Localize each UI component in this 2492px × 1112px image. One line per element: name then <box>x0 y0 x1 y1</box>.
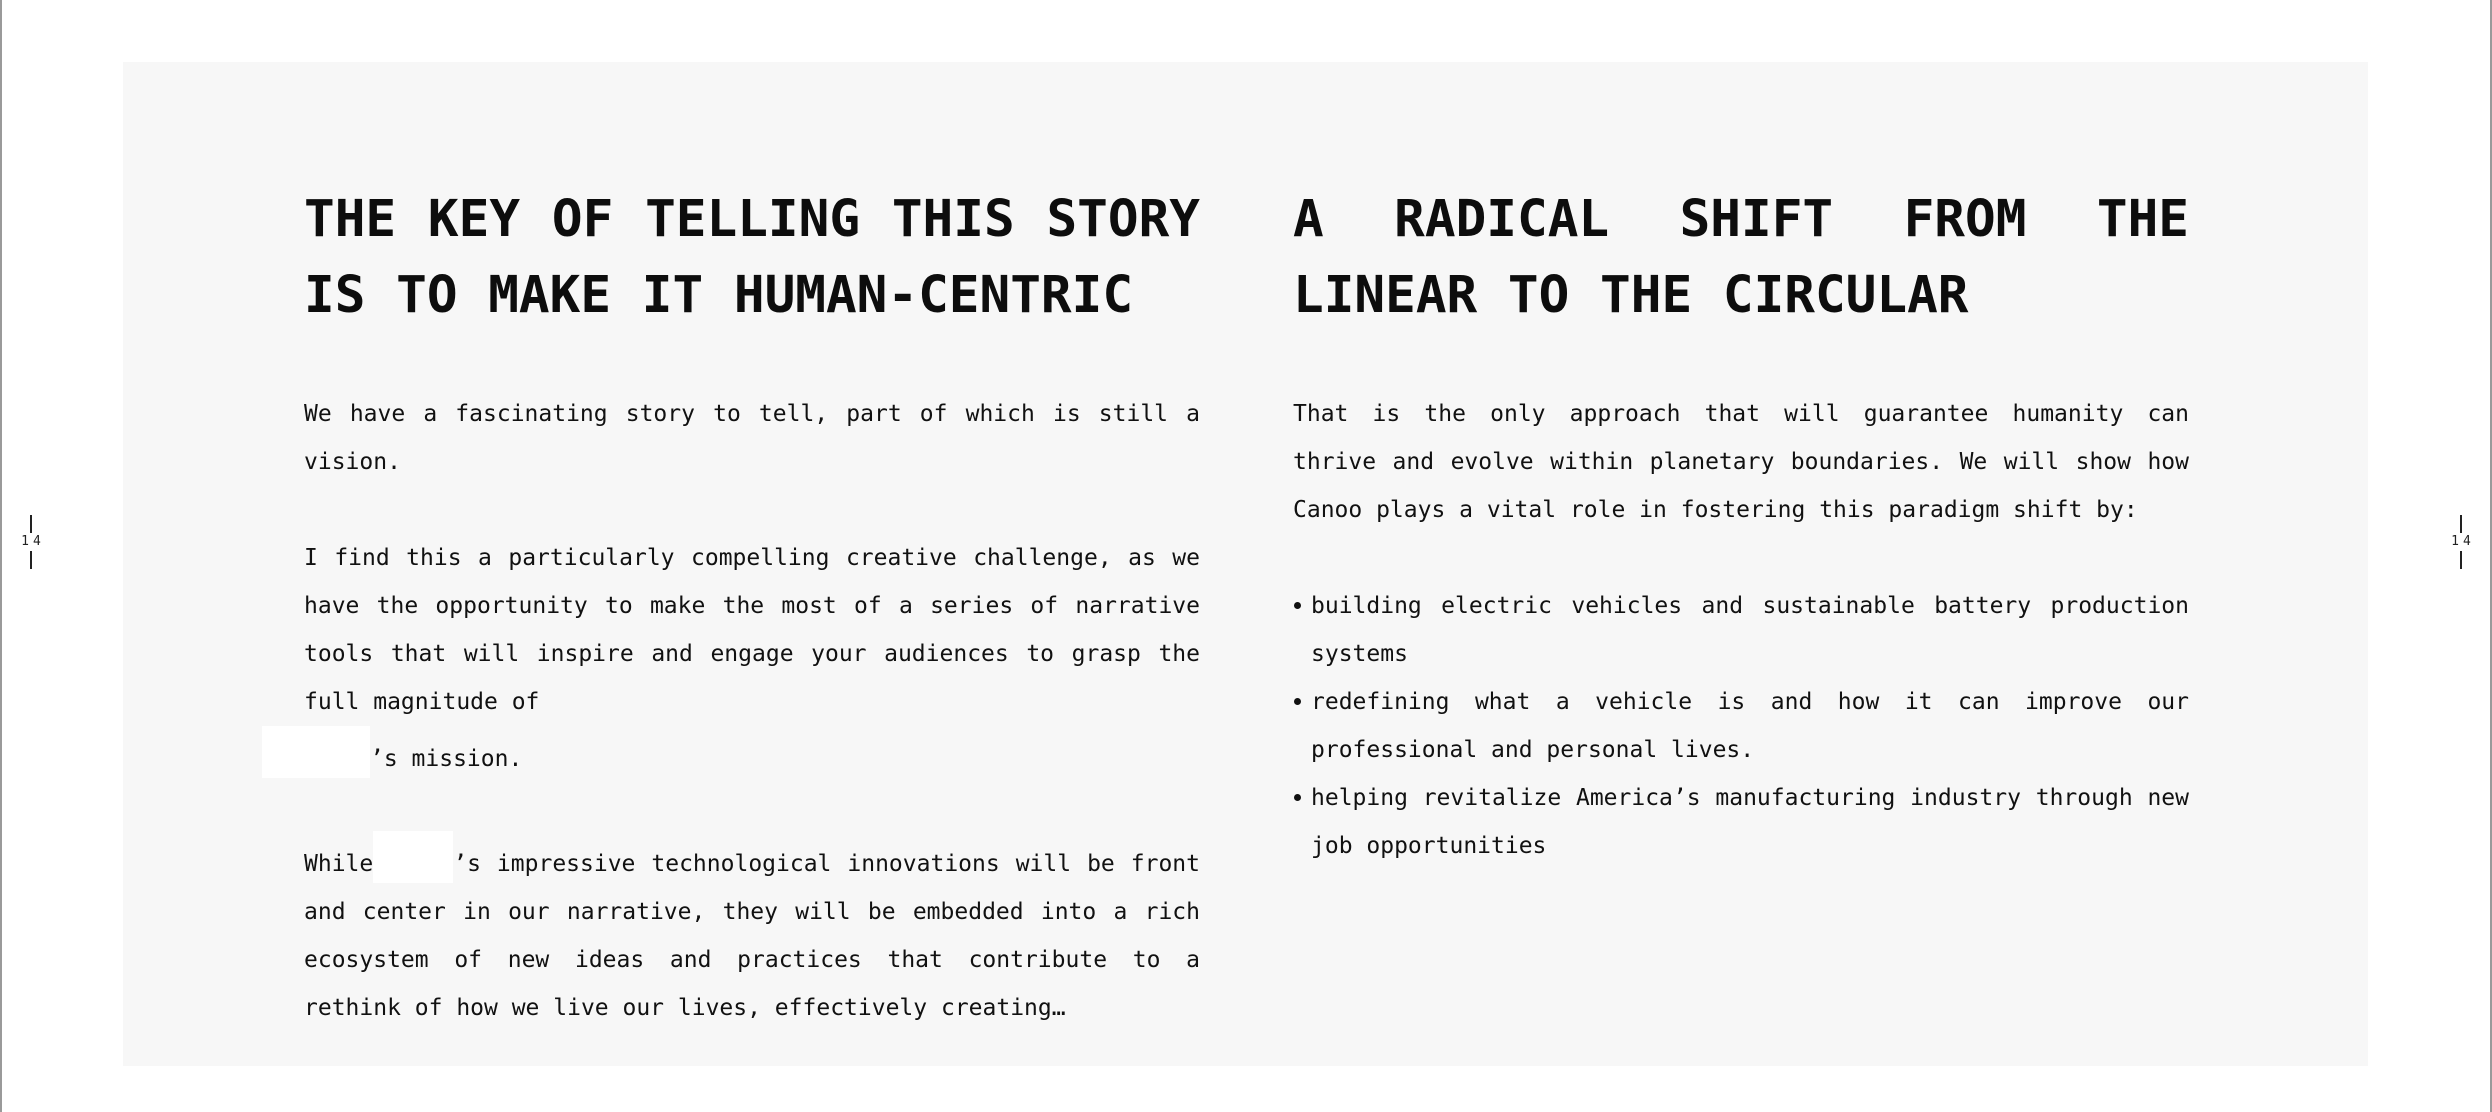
list-item <box>1293 774 2189 870</box>
page-number-label: 14 <box>2451 534 2475 549</box>
paragraph-text: ’s impressive technological innovations will be front and center in our narrative, they will be embedded into a rich ecosystem of new ideas and practices that contribute to a rethink of how we live our lives, effectively creating… <box>304 851 1200 1021</box>
right-body <box>1293 390 2189 870</box>
left-column <box>304 182 1200 1080</box>
page-number-label: 14 <box>21 534 45 549</box>
paragraph-approach: That is the only approach that will guarantee humanity can thrive and evolve within planetary boundaries. We will show how Canoo plays a vital role in fostering this paradigm shift by: <box>1293 401 2189 523</box>
page-marker-tick <box>30 551 32 569</box>
paragraph-text: ’s mission. <box>370 746 523 772</box>
page-number-left <box>11 515 51 569</box>
redacted-brand-name <box>262 726 370 778</box>
list-item-text: redefining what a vehicle is and how it can improve our professional and personal lives. <box>1311 689 2189 763</box>
list-item-text: building electric vehicles and sustainable battery production systems <box>1311 593 2189 667</box>
paragraph-vision: We have a fascinating story to tell, part of which is still a vision. <box>304 401 1200 475</box>
page-marker-tick <box>2460 551 2462 569</box>
bullet-list <box>1293 582 2189 870</box>
content-panel <box>123 62 2368 1066</box>
paragraph-text: I find this a particularly compelling creative challenge, as we have the opportunity to make the most of a series of narrative tools that will inspire and engage your audiences to grasp the full magnitude of <box>304 545 1200 715</box>
paragraph-text: While <box>304 851 374 877</box>
paragraph-creative-challenge <box>304 534 1200 783</box>
list-item-text: helping revitalize America’s manufacturing industry through new job opportunities <box>1311 785 2189 859</box>
page-frame-left <box>0 0 2 1112</box>
list-item <box>1293 582 2189 678</box>
right-column <box>1293 182 2189 870</box>
left-body <box>304 390 1200 1032</box>
page-number-right <box>2441 515 2481 569</box>
bullet-icon <box>1294 602 1301 609</box>
page-marker-tick <box>30 515 32 533</box>
bullet-icon <box>1294 698 1301 705</box>
list-item <box>1293 678 2189 774</box>
page-marker-tick <box>2460 515 2462 533</box>
paragraph-innovations <box>304 831 1200 1032</box>
right-heading: A RADICAL SHIFT FROM THE LINEAR TO THE CIRCULAR <box>1293 190 2189 325</box>
bullet-icon <box>1294 794 1301 801</box>
left-heading: THE KEY OF TELLING THIS STORY IS TO MAKE IT HUMAN-CENTRIC <box>304 190 1200 325</box>
redacted-brand-name <box>373 831 453 883</box>
